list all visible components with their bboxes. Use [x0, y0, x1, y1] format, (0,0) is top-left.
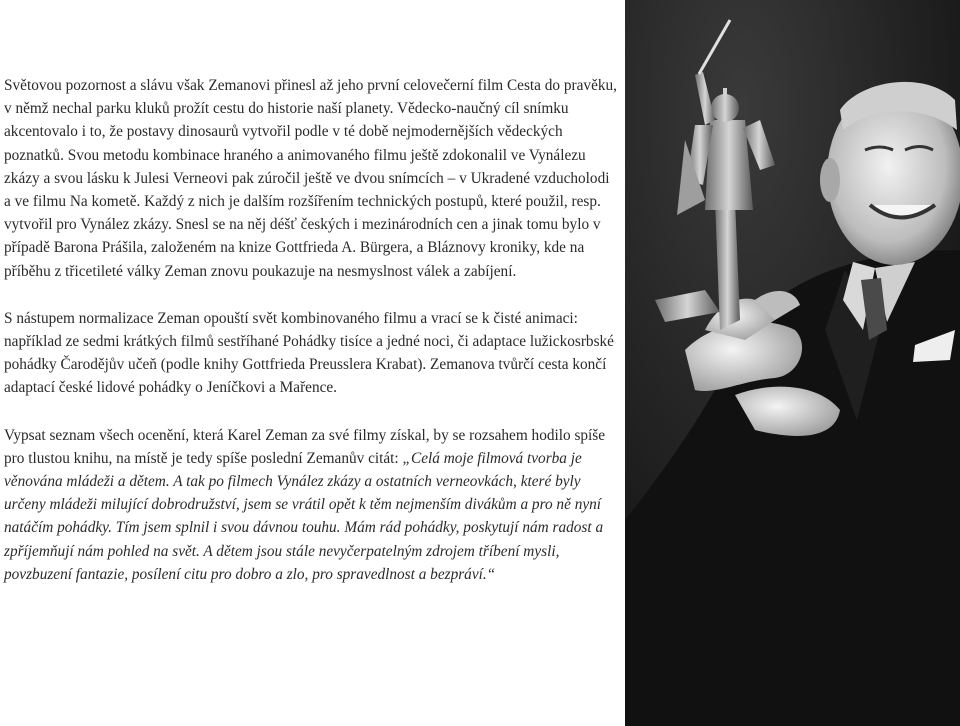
portrait-photo-icon: [625, 0, 960, 726]
article-text: [4, 74, 620, 610]
awards-intro: Vypsat seznam všech ocenění, která Karel Zeman za své filmy získal, by se rozsahem hodilo spíše pro tlustou knihu, na místě je tedy spíše poslední Zemanův citát:: [4, 426, 606, 467]
paragraph-normalization-era: S nástupem normalizace Zeman opouští svět kombinovaného filmu a vrací se k čisté animaci: například ze sedmi krátkých filmů sestříhané Pohádky tisíce a jedné noci, či adaptace lužickosrbské pohádky Čarodějův učeň (podle knihy Gottfrieda Preusslera Krabat). Zemanova tvůrčí cesta končí adaptací české lidové pohádky o Jeníčkovi a Mařence.: [4, 309, 614, 397]
paragraph-awards-quote: [4, 424, 620, 586]
zeman-quote: „Celá moje filmová tvorba je věnována mládeži a dětem. A tak po filmech Vynález zkázy a ostatních verneovkách, které byly určeny mládeži milující dobrodružství, jsem se vrátil opět k těm nejmenším divákům a pro ně nyní natáčím pohádky. Tím jsem splnil i svou dávnou touhu. Mám rád pohádky, poskytují nám radost a zpříjemňují nám pohled na svět. A dětem jsou stále nevyčerpatelným zdrojem tříbení mysli, povzbuzení fantazie, posílení citu pro dobro a zlo, pro spravedlnost a bezpráví.“: [4, 449, 604, 583]
portrait-photo: [625, 0, 960, 726]
paragraph-zeman-feature-films: Světovou pozornost a slávu však Zemanovi přinesl až jeho první celovečerní film Cesta do pravěku, v němž nechal parku kluků prožít cestu do historie naší planety. Vědecko-naučný cíl snímku akcentovalo i to, že postavy dinosaurů vytvořil podle v té době nejmodernějších vědeckých poznatků. Svou metodu kombinace hraného a animovaného filmu ještě zdokonalil ve Vynálezu zkázy a svou lásku k Julesi Verneovi pak zúročil ještě ve dvou snímcích – v Ukradené vzducholodi a ve filmu Na kometě. Každý z nich je dalším rozšířením technických postupů, které použil, resp. vytvořil pro Vynález zkázy. Snesl se na něj déšť českých i mezinárodních cen a jinak tomu bylo v případě Barona Prášila, založeném na knize Gottfrieda A. Bürgera, a Bláznovy kroniky, kde na příběhu z třicetileté války Zeman znovu poukazuje na nesmyslnost válek a zabíjení.: [4, 77, 617, 280]
